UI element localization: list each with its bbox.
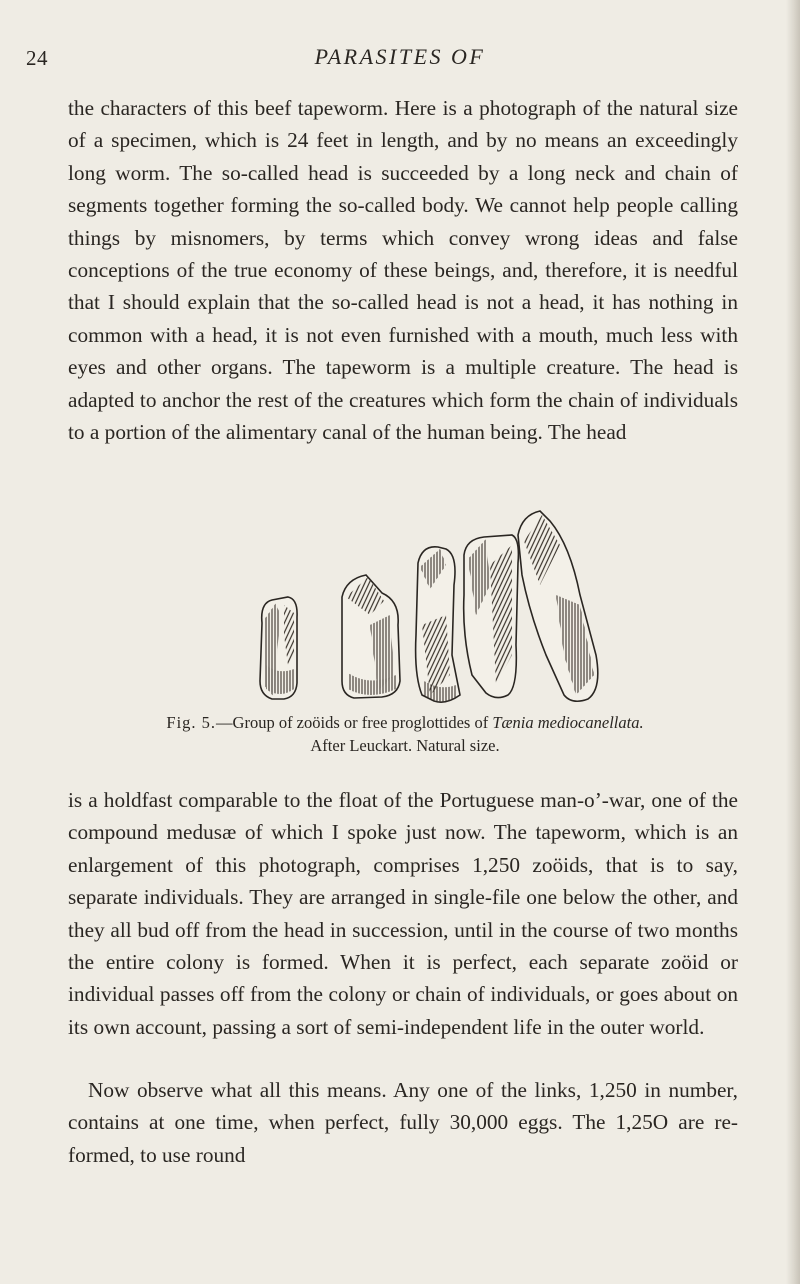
page-number: 24 [26,46,48,70]
paragraph-1: the characters of this beef tapeworm. Here is a photograph of the natural size of a specimen, which is 24 feet in length, and by no means an exceedingly long worm. The so-called head is succeeded by a long neck and chain of segments together forming the so-called body. We cannot help people calling things by misnomers, by terms which convey wrong ideas and false conceptions of the true economy of these beings, and, therefore, it is needful that I should explain that the so-called head is not a head, it has nothing in common with a head, it is not even furnished with a mouth, much less with eyes and other organs. The tapeworm is a multiple creature. The head is adapted to anchor the rest of the creatures which form the chain of individuals to a portion of the alimentary canal of the human being. The head [68,96,738,445]
page-edge-shadow [786,0,800,1284]
paragraph-2: is a holdfast comparable to the float of the Portuguese man-o’-war, one of the compound medusæ of which I spoke just now. The tapeworm, which is an enlargement of this photograph, comprises 1,250 zoöids, that is to say, separate individuals. They are arranged in single-file one below the other, and they all bud off from the head in succession, until in the course of two months the entire colony is formed. When it is perfect, each separate zoöid or individual passes off from the colony or chain of individuals, or goes about on its own account, passing a sort of semi-independent life in the outer world. [68,788,738,1039]
caption-line-1 [70,711,740,734]
caption-text: —Group of zoöids or free proglottides of [216,713,489,732]
proglottid-segment-3 [416,547,460,702]
proglottides-engraving [250,505,620,710]
figure-caption [70,711,740,757]
proglottid-segment-4 [464,535,519,698]
figure-5-illustration [250,505,620,715]
species-name: Tænia mediocanellata. [492,713,644,732]
caption-line-2: After Leuckart. Natural size. [310,736,500,755]
figure-label: Fig. 5. [166,713,217,732]
proglottid-segment-5 [518,511,598,701]
proglottid-segment-1 [260,597,297,699]
running-head: PARASITES OF [314,44,486,69]
paragraph-3: Now observe what all this means. Any one of the links, 1,250 in number, contains at one time, when perfect, fully 30,000 eggs. The 1,25O are re-formed, to use round [68,1078,738,1167]
proglottid-segment-2 [342,575,400,698]
